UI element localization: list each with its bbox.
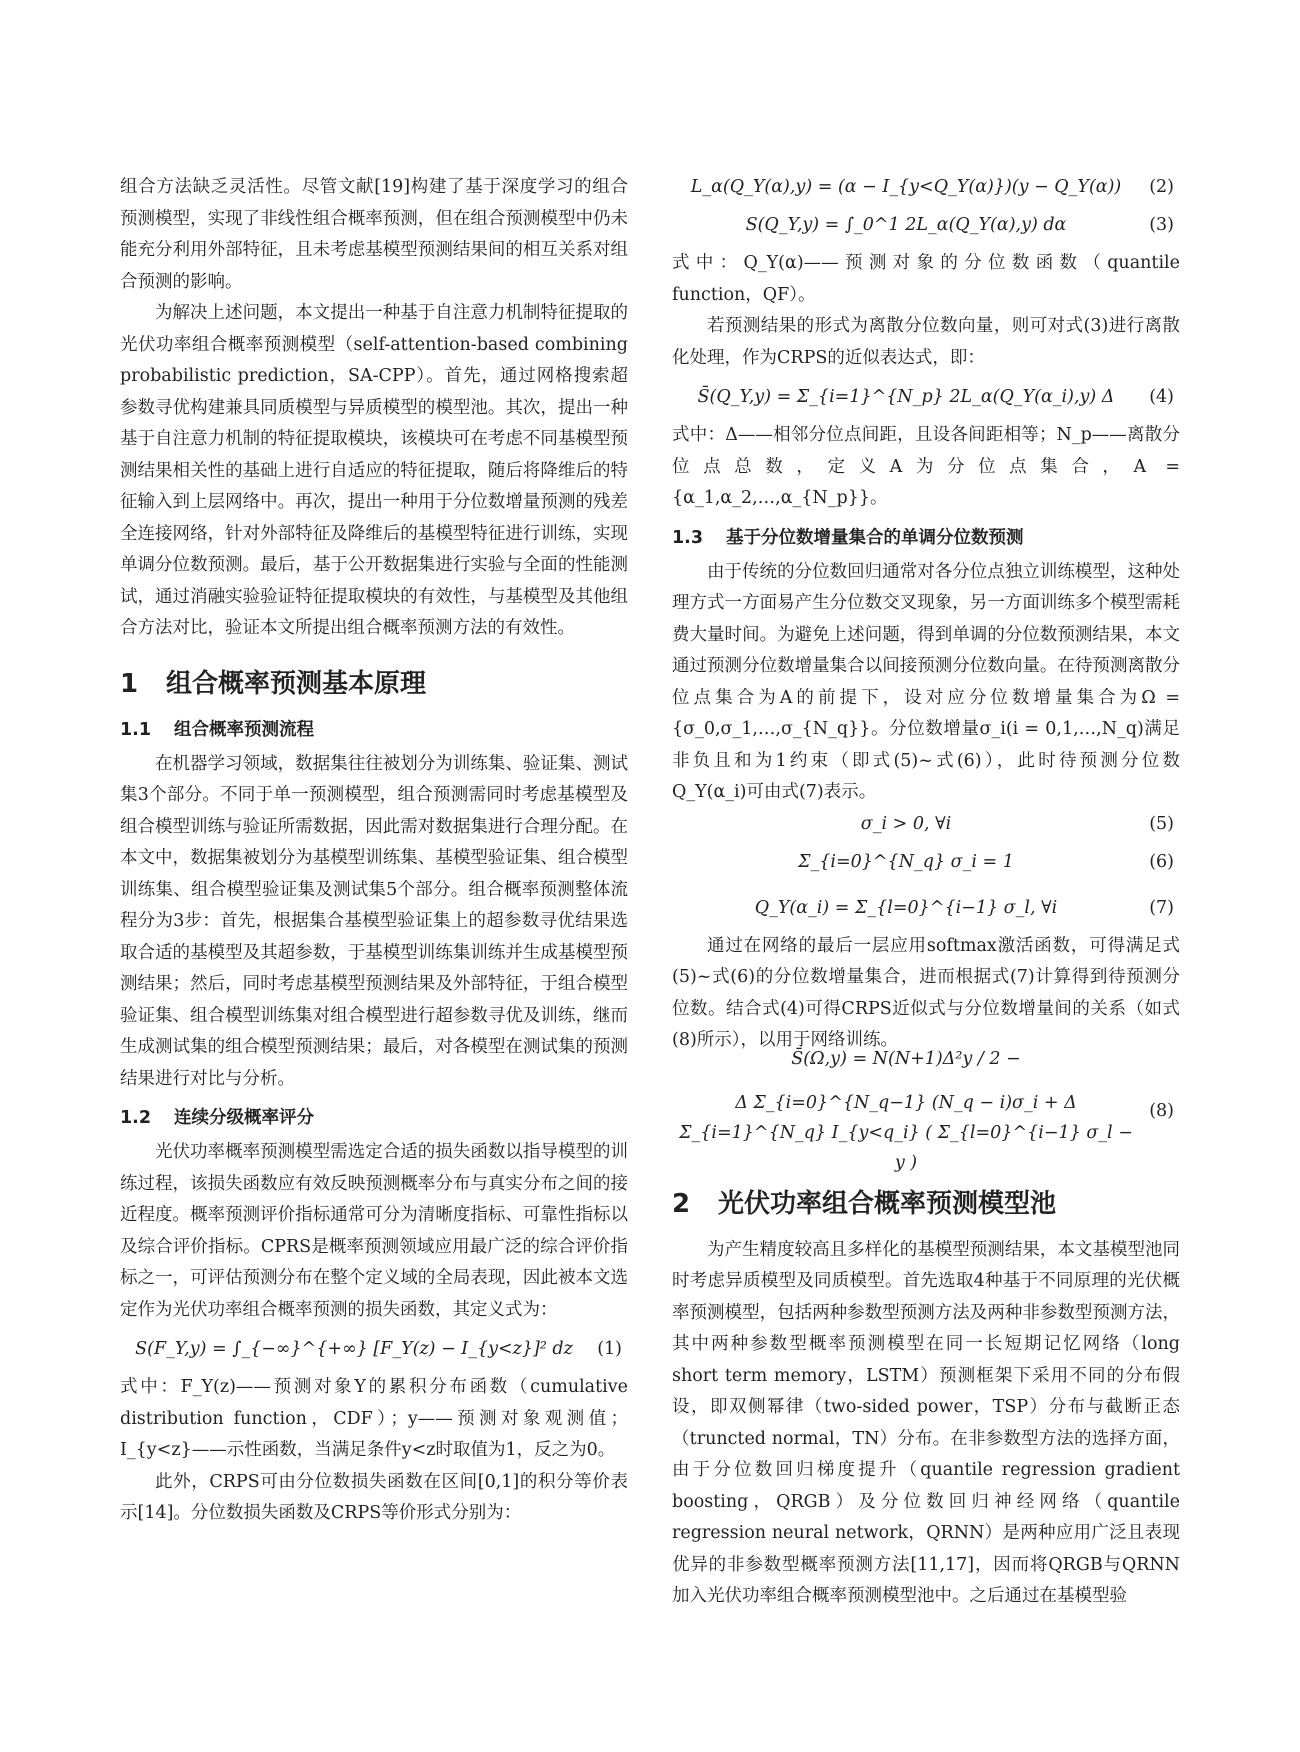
equation-line: Δ Σ_{i=0}^{N_q−1} (N_q − i)σ_i + Δ Σ_{i=1}^{N_q} I_{y<q_i} ( Σ_{l=0}^{i−1} σ_l − y ) bbox=[679, 1092, 1133, 1173]
equation-body: Q_Y(α_i) = Σ_{l=0}^{i−1} σ_l, ∀i bbox=[754, 897, 1058, 918]
section-heading-1 bbox=[120, 667, 628, 701]
paragraph: 为解决上述问题，本文提出一种基于自注意力机制特征提取的光伏功率组合概率预测模型（self-attention-based combining probabilistic prediction，SA-CPP）。首先，通过网格搜索超参数寻优构建兼具同质模型与异质模型的模型池。其次，提出一种基于自注意力机制的特征提取模块，该模块可在考虑不同基模型预测结果相关性的基础上进行自适应的特征提取，随后将降维后的特征输入到上层网络中。再次，提出一种用于分位数增量预测的残差全连接网络，针对外部特征及降维后的基模型特征进行训练，实现单调分位数预测。最后，基于公开数据集进行实验与全面的性能测试，通过消融实验验证特征提取模块的有效性，与基模型及其他组合方法对比，验证本文所提出组合概率预测方法的有效性。 bbox=[120, 303, 628, 638]
section-number: 1 bbox=[120, 668, 139, 699]
subsection-heading-1-1 bbox=[120, 715, 628, 745]
section-number: 2 bbox=[672, 1188, 691, 1219]
equation-number: (2) bbox=[1149, 177, 1174, 197]
equation-number: (4) bbox=[1149, 387, 1174, 407]
subsection-title: 连续分级概率评分 bbox=[174, 1108, 314, 1128]
section-title: 光伏功率组合概率预测模型池 bbox=[718, 1188, 1057, 1219]
equation-6 bbox=[672, 839, 1180, 885]
equation-number: (6) bbox=[1149, 851, 1174, 872]
equation-7 bbox=[672, 885, 1180, 931]
paragraph: 为产生精度较高且多样化的基模型预测结果，本文基模型池同时考虑异质模型及同质模型。首先选取4种基于不同原理的光伏概率预测模型，包括两种参数型预测方法及两种非参数型预测方法，其中两种参数型概率预测模型在同一长短期记忆网络（long short term memory，LSTM）预测框架下采用不同的分布假设，即双侧幂律（two-sided power，TSP）分布与截断正态（truncted normal，TN）分布。在非参数型方法的选择方面，由于分位数回归梯度提升（quantile regression gradient boosting，QRGB）及分位数回归神经网络（quantile regression neural network，QRNN）是两种应用广泛且表现优异的非参数型概率预测方法[11,17]，因而将QRGB与QRNN加入光伏功率组合概率预测模型池中。之后通过在基模型验 bbox=[672, 1239, 1180, 1606]
subsection-number: 1.2 bbox=[120, 1108, 152, 1128]
equation-body: L_α(Q_Y(α),y) = (α − I_{y<Q_Y(α)})(y − Q_Y(α)) bbox=[690, 177, 1122, 197]
equation-8 bbox=[672, 1048, 1180, 1173]
equation-number: (3) bbox=[1149, 215, 1174, 235]
right-column bbox=[672, 172, 1180, 1613]
subsection-title: 基于分位数增量集合的单调分位数预测 bbox=[726, 527, 1024, 548]
equation-4 bbox=[672, 374, 1180, 420]
subsection-heading-1-3 bbox=[672, 523, 1180, 553]
paragraph: 在机器学习领域，数据集往往被划分为训练集、验证集、测试集3个部分。不同于单一预测模型，组合预测需同时考虑基模型及组合模型训练与验证所需数据，因此需对数据集进行合理分配。在本文中，数据集被划分为基模型训练集、基模型验证集、组合模型训练集、组合模型验证集及测试集5个部分。组合概率预测整体流程分为3步：首先，根据集合基模型验证集上的超参数寻优结果选取合适的基模型及其超参数，于基模型训练集训练并生成基模型预测结果；然后，同时考虑基模型预测结果及外部特征，于组合模型验证集、组合模型训练集对组合模型进行超参数寻优及训练，继而生成测试集的组合模型预测结果；最后，对各模型在测试集的预测结果进行对比与分析。 bbox=[120, 753, 628, 1089]
section-heading-2 bbox=[672, 1187, 1180, 1221]
paragraph: 式中：Δ——相邻分位点间距，且设各间距相等；N_p——离散分位点总数，定义A为分位点集合，A = {α_1,α_2,…,α_{N_p}}。 bbox=[672, 425, 1180, 508]
equation-body: S̄(Q_Y,y) = Σ_{i=1}^{N_p} 2L_α(Q_Y(α_i),y) Δ bbox=[697, 387, 1115, 407]
equation-number: (5) bbox=[1149, 813, 1174, 834]
equation-body: Σ_{i=0}^{N_q} σ_i = 1 bbox=[798, 851, 1014, 872]
equation-3 bbox=[672, 202, 1180, 248]
paragraph: 式中：F_Y(z)——预测对象Y的累积分布函数（cumulative distribution function，CDF）；y——预测对象观测值；I_{y<z}——示性函数，当满足条件y<z时取值为1，反之为0。 bbox=[120, 1377, 628, 1460]
subsection-number: 1.1 bbox=[120, 719, 152, 740]
equation-number: (7) bbox=[1149, 897, 1174, 918]
section-title: 组合概率预测基本原理 bbox=[166, 668, 427, 699]
subsection-number: 1.3 bbox=[672, 527, 704, 548]
equation-line: S̄(Ω,y) = N(N+1)Δ²y / 2 − bbox=[791, 1048, 1021, 1069]
equation-number: (8) bbox=[1149, 1100, 1174, 1121]
paragraph: 若预测结果的形式为离散分位数向量，则可对式(3)进行离散化处理，作为CRPS的近似表达式，即： bbox=[672, 316, 1180, 368]
equation-body: S(F_Y,y) = ∫_{−∞}^{+∞} [F_Y(z) − I_{y<z}]² dz bbox=[135, 1339, 573, 1359]
paragraph: 组合方法缺乏灵活性。尽管文献[19]构建了基于深度学习的组合预测模型，实现了非线性组合概率预测，但在组合预测模型中仍未能充分利用外部特征，且未考虑基模型预测结果间的相互关系对组合预测的影响。 bbox=[120, 177, 628, 292]
equation-body-group bbox=[672, 1044, 1180, 1178]
paragraph: 由于传统的分位数回归通常对各分位点独立训练模型，这种处理方式一方面易产生分位数交叉现象，另一方面训练多个模型需耗费大量时间。为避免上述问题，得到单调的分位数预测结果，本文通过预测分位数增量集合以间接预测分位数向量。在待预测离散分位点集合为A的前提下，设对应分位数增量集合为Ω = {σ_0,σ_1,…,σ_{N_q}}。分位数增量σ_i(i = 0,1,…,N_q)满足非负且和为1约束（即式(5)~式(6)），此时待预测分位数Q_Y(α_i)可由式(7)表示。 bbox=[672, 561, 1180, 802]
equation-5 bbox=[672, 809, 1180, 839]
subsection-heading-1-2 bbox=[120, 1103, 628, 1133]
equation-2 bbox=[672, 172, 1180, 202]
paragraph: 此外，CRPS可由分位数损失函数在区间[0,1]的积分等价表示[14]。分位数损失函数及CRPS等价形式分别为： bbox=[120, 1471, 628, 1523]
paragraph: 光伏功率概率预测模型需选定合适的损失函数以指导模型的训练过程，该损失函数应有效反映预测概率分布与真实分布之间的接近程度。概率预测评价指标通常可分为清晰度指标、可靠性指标以及综合评价指标。CPRS是概率预测领域应用最广泛的综合评价指标之一，可评估预测分布在整个定义域的全局表现，因此被本文选定作为光伏功率组合概率预测的损失函数，其定义式为： bbox=[120, 1142, 628, 1320]
equation-1 bbox=[120, 1326, 628, 1372]
subsection-title: 组合概率预测流程 bbox=[174, 719, 314, 740]
equation-number: (1) bbox=[597, 1339, 622, 1359]
left-column bbox=[120, 172, 628, 1530]
equation-body: σ_i > 0, ∀i bbox=[860, 813, 952, 834]
equation-body: S(Q_Y,y) = ∫_0^1 2L_α(Q_Y(α),y) dα bbox=[745, 215, 1067, 235]
paragraph: 式中：Q_Y(α)——预测对象的分位数函数（quantile function，QF）。 bbox=[672, 253, 1180, 305]
paragraph: 通过在网络的最后一层应用softmax激活函数，可得满足式(5)~式(6)的分位数增量集合，进而根据式(7)计算得到待预测分位数。结合式(4)可得CRPS近似式与分位数增量间的关系（如式(8)所示），以用于网络训练。 bbox=[672, 935, 1180, 1050]
